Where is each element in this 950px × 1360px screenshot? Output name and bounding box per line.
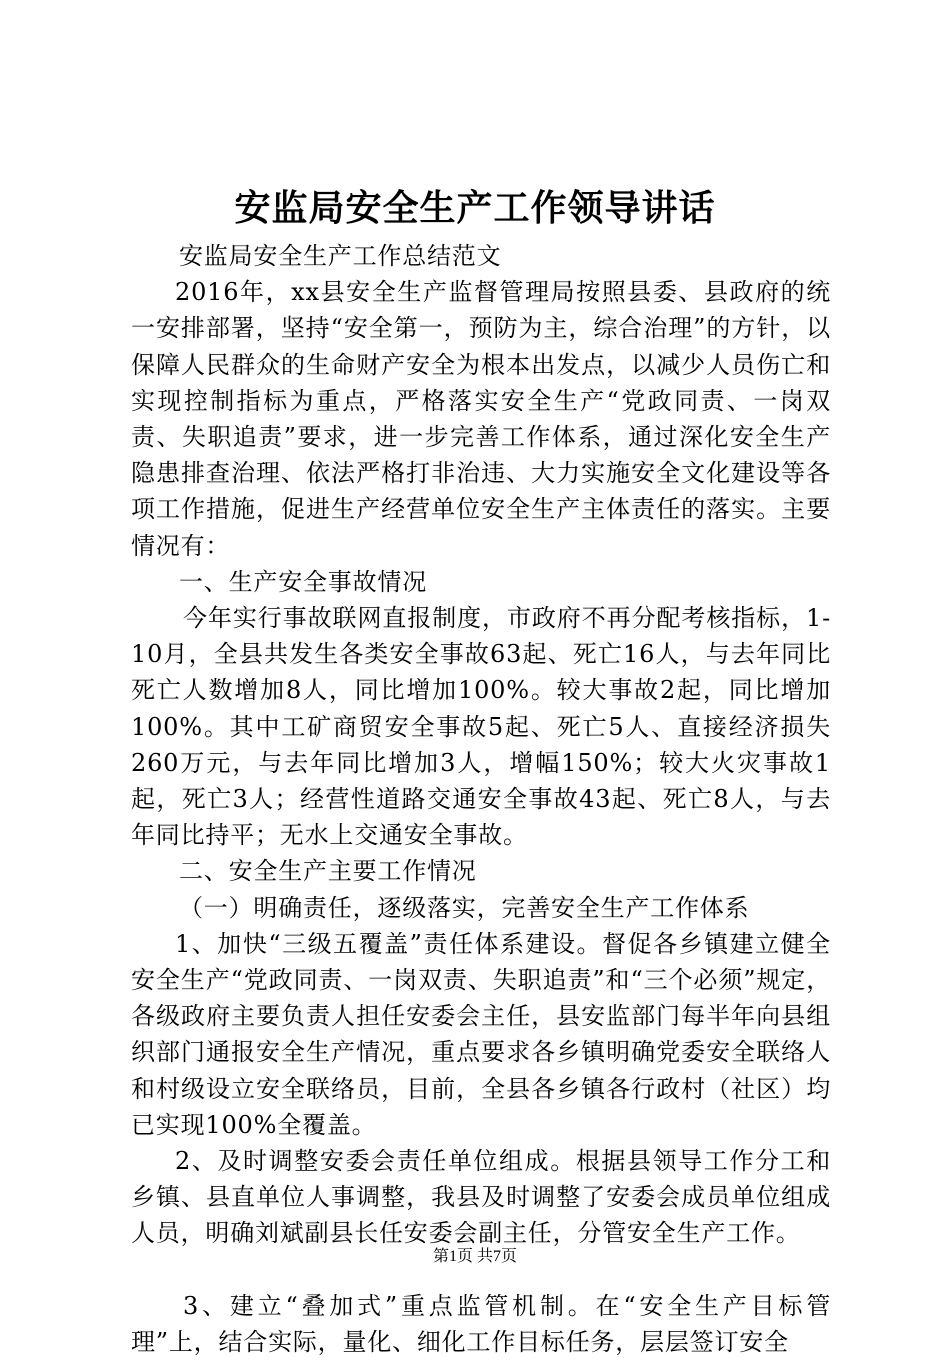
paragraph-intro: 2016年，xx县安全生产监督管理局按照县委、县政府的统一安排部署，坚持“安全第一，预防为主，综合治理”的方针，以保障人民群众的生命财产安全为根本出发点，以减少人员伤亡和实现控制指标为重点，严格落实安全生产“党政同责、一岗双责、失职追责”要求，进一步完善工作体系，通过深化安全生产隐患排查治理、依法严格打非治违、大力实施安全文化建设等各项工作措施，促进生产经营单位安全生产主体责任的落实。主要情况有： <box>131 278 831 560</box>
paragraph-accidents: 今年实行事故联网直报制度，市政府不再分配考核指标，1-10月，全县共发生各类安全事故63起、死亡16人，与去年同比死亡人数增加8人，同比增加100%。较大事故2起，同比增加100%。其中工矿商贸安全事故5起、死亡5人、直接经济损失260万元，与去年同比增加3人，增幅150%；较大火灾事故1起，死亡3人；经营性道路交通安全事故43起、死亡8人，与去年同比持平；无水上交通安全事故。 <box>131 604 831 850</box>
document-title: 安监局安全生产工作领导讲话 <box>234 187 716 229</box>
heading-section-1: 一、生产安全事故情况 <box>179 567 427 596</box>
page-footer: 第1页 共7页 <box>432 1248 517 1265</box>
heading-subsection-1: （一）明确责任，逐级落实，完善安全生产工作体系 <box>179 893 750 922</box>
paragraph-item-3: 3、建立“叠加式”重点监管机制。在“安全生产目标管理”上，结合实际，量化、细化工作目标任务，层层签订安全 <box>131 1291 831 1356</box>
paragraph-item-2: 2、及时调整安委会责任单位组成。根据县领导工作分工和乡镇、县直单位人事调整，我县及时调整了安委会成员单位组成人员，明确刘斌副县长任安委会副主任，分管安全生产工作。 <box>131 1147 831 1248</box>
document-body <box>131 238 831 1360</box>
paragraph-subtitle: 安监局安全生产工作总结范文 <box>179 242 502 270</box>
paragraph-item-1: 1、加快“三级五覆盖”责任体系建设。督促各乡镇建立健全安全生产“党政同责、一岗双责、失职追责”和“三个必须”规定，各级政府主要负责人担任安委会主任，县安监部门每半年向县组织部门通报安全生产情况，重点要求各乡镇明确党委安全联络人和村级设立安全联络员，目前，全县各乡镇各行政村（社区）均已实现100%全覆盖。 <box>131 929 831 1139</box>
heading-section-2: 二、安全生产主要工作情况 <box>179 857 477 886</box>
